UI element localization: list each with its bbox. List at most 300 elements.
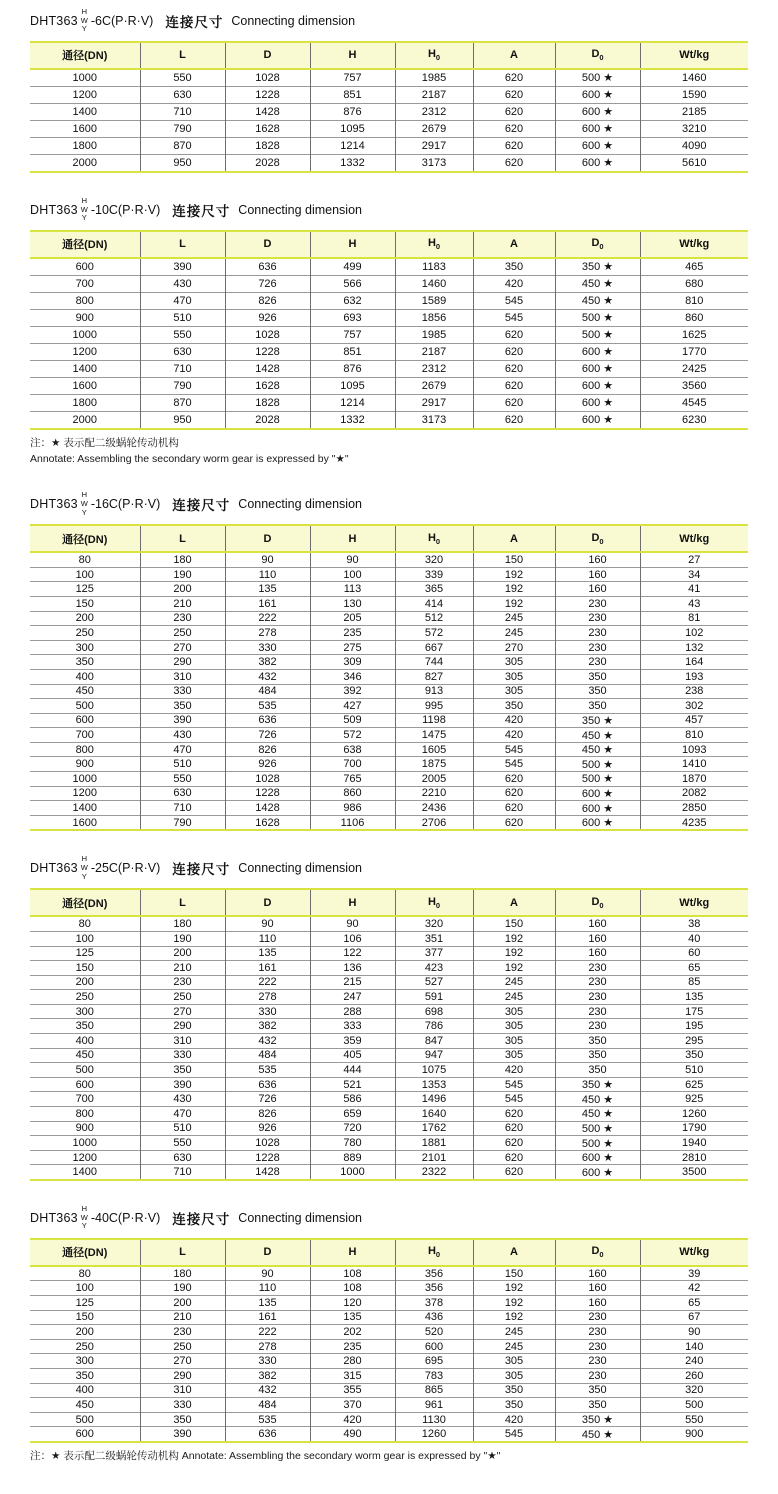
table-cell: 600 ★	[555, 137, 640, 154]
table-cell: 150	[30, 961, 140, 976]
table-cell: 130	[310, 596, 395, 611]
table-sections-container	[30, 8, 748, 1464]
table-row	[30, 1266, 748, 1281]
column-header: Wt/kg	[640, 42, 748, 69]
variant-letter-w: W	[80, 15, 88, 25]
column-header: D	[225, 42, 310, 69]
table-cell: 450 ★	[555, 275, 640, 292]
table-cell: 230	[140, 975, 225, 990]
section-title	[30, 8, 748, 34]
table-cell: 125	[30, 946, 140, 961]
table-cell: 500	[30, 1412, 140, 1427]
table-row	[30, 137, 748, 154]
table-cell: 726	[225, 275, 310, 292]
table-cell: 3173	[395, 154, 473, 172]
table-cell: 947	[395, 1048, 473, 1063]
table-cell: 260	[640, 1369, 748, 1384]
table-cell: 278	[225, 990, 310, 1005]
table-cell: 659	[310, 1107, 395, 1122]
table-cell: 2850	[640, 801, 748, 816]
column-header: H	[310, 889, 395, 916]
pressure-class: -6C(P·R·V)	[90, 13, 154, 28]
table-cell: 382	[225, 1369, 310, 1384]
table-row	[30, 713, 748, 728]
table-row	[30, 931, 748, 946]
table-cell: 150	[30, 1310, 140, 1325]
table-row	[30, 567, 748, 582]
dimension-table	[30, 888, 748, 1181]
table-row	[30, 961, 748, 976]
table-cell: 432	[225, 1034, 310, 1049]
table-cell: 200	[140, 946, 225, 961]
column-header: H	[310, 525, 395, 552]
table-cell: 39	[640, 1266, 748, 1281]
table-cell: 210	[140, 1310, 225, 1325]
table-row	[30, 742, 748, 757]
table-cell: 280	[310, 1354, 395, 1369]
table-cell: 192	[473, 567, 555, 582]
title-english: Connecting dimension	[231, 13, 356, 28]
table-cell: 600 ★	[555, 377, 640, 394]
table-cell: 160	[555, 931, 640, 946]
title-english: Connecting dimension	[238, 202, 362, 217]
header-row	[30, 231, 748, 258]
header-subscript: 0	[599, 900, 604, 910]
table-cell: 450	[30, 684, 140, 699]
table-cell: 190	[140, 1281, 225, 1296]
table-cell: 500 ★	[555, 772, 640, 787]
table-section	[30, 197, 748, 467]
table-cell: 900	[30, 309, 140, 326]
table-cell: 339	[395, 567, 473, 582]
table-cell: 278	[225, 626, 310, 641]
table-cell: 192	[473, 961, 555, 976]
table-row	[30, 596, 748, 611]
title-chinese: 连接尺寸	[172, 862, 231, 878]
table-cell: 222	[225, 611, 310, 626]
table-cell: 512	[395, 611, 473, 626]
table-cell: 710	[140, 360, 225, 377]
table-cell: 180	[140, 916, 225, 931]
table-cell: 350	[473, 258, 555, 276]
table-row	[30, 360, 748, 377]
table-cell: 192	[473, 1310, 555, 1325]
table-cell: 1475	[395, 728, 473, 743]
table-cell: 2810	[640, 1150, 748, 1165]
table-cell: 423	[395, 961, 473, 976]
table-cell: 350	[473, 1383, 555, 1398]
table-cell: 350 ★	[555, 713, 640, 728]
table-cell: 250	[140, 626, 225, 641]
table-cell: 630	[140, 1150, 225, 1165]
table-cell: 4545	[640, 394, 748, 411]
table-cell: 1400	[30, 103, 140, 120]
table-cell: 600 ★	[555, 343, 640, 360]
table-cell: 315	[310, 1369, 395, 1384]
table-cell: 290	[140, 1019, 225, 1034]
table-cell: 1628	[225, 120, 310, 137]
table-cell: 80	[78, 553, 91, 566]
table-row	[30, 1004, 748, 1019]
table-cell: 470	[140, 1107, 225, 1122]
table-row	[30, 1296, 748, 1311]
table-cell: 876	[310, 103, 395, 120]
table-cell: 620	[473, 154, 555, 172]
table-cell: 860	[640, 309, 748, 326]
table-cell: 230	[555, 640, 640, 655]
table-cell: 625	[640, 1077, 748, 1092]
table-cell: 160	[555, 916, 640, 931]
table-cell: 350	[30, 655, 140, 670]
table-cell: 230	[140, 1325, 225, 1340]
table-cell: 310	[140, 1034, 225, 1049]
table-cell: 270	[140, 640, 225, 655]
table-cell: 310	[140, 669, 225, 684]
table-cell: 550	[140, 69, 225, 87]
variant-letter-h: H	[81, 7, 87, 16]
table-cell: 986	[310, 801, 395, 816]
table-cell: 600	[30, 1427, 140, 1442]
table-cell: 350	[30, 1019, 140, 1034]
table-cell: 405	[310, 1048, 395, 1063]
table-cell: 202	[310, 1325, 395, 1340]
table-cell: 235	[310, 626, 395, 641]
table-cell: 484	[225, 1398, 310, 1413]
header-subscript: 0	[435, 242, 441, 252]
table-cell: 1770	[640, 343, 748, 360]
table-cell: 1800	[30, 137, 140, 154]
table-cell: 238	[640, 684, 748, 699]
table-cell: 245	[473, 975, 555, 990]
table-cell: 700	[310, 757, 395, 772]
pressure-class: -40C(P·R·V)	[90, 1210, 161, 1225]
table-cell: 545	[473, 1077, 555, 1092]
table-cell: 1600	[30, 377, 140, 394]
table-cell: 378	[395, 1296, 473, 1311]
table-cell: 136	[310, 961, 395, 976]
table-cell: 430	[140, 1092, 225, 1107]
table-cell: 600 ★	[555, 394, 640, 411]
table-cell: 620	[473, 1136, 555, 1151]
table-cell: 1410	[640, 757, 748, 772]
table-cell: 4090	[640, 137, 748, 154]
table-cell: 500 ★	[555, 326, 640, 343]
table-cell: 1260	[640, 1107, 748, 1122]
table-cell: 290	[140, 655, 225, 670]
table-note	[30, 435, 748, 468]
table-cell: 247	[310, 990, 395, 1005]
table-row	[30, 1092, 748, 1107]
table-cell: 1260	[395, 1427, 473, 1442]
table-cell: 420	[310, 1412, 395, 1427]
table-cell: 330	[225, 1004, 310, 1019]
table-cell: 230	[555, 1354, 640, 1369]
column-header: $H_0$	[395, 525, 473, 552]
table-row	[30, 786, 748, 801]
table-cell: 700	[30, 1092, 140, 1107]
table-cell: 865	[395, 1383, 473, 1398]
table-cell: 140	[640, 1339, 748, 1354]
table-cell: 120	[310, 1296, 395, 1311]
table-cell: 350	[555, 684, 640, 699]
title-chinese: 连接尺寸	[165, 14, 224, 30]
table-row	[30, 1369, 748, 1384]
table-cell: 305	[473, 1048, 555, 1063]
table-row	[30, 1427, 748, 1442]
table-cell: 1875	[395, 757, 473, 772]
table-cell: 620	[473, 360, 555, 377]
table-cell: 550	[140, 772, 225, 787]
table-cell: 400	[30, 1383, 140, 1398]
column-header: $H_0$	[395, 231, 473, 258]
table-row	[30, 757, 748, 772]
note-line: Annotate: Assembling the secondary worm gear is expressed by "★"	[30, 453, 349, 466]
section-title	[30, 855, 748, 881]
table-row	[30, 1281, 748, 1296]
table-cell: 995	[395, 699, 473, 714]
table-cell: 350	[30, 1369, 140, 1384]
table-cell: 161	[225, 961, 310, 976]
table-cell: 230	[555, 1310, 640, 1325]
table-cell: 160	[555, 582, 640, 597]
table-cell: 100	[30, 931, 140, 946]
table-cell: 1428	[225, 103, 310, 120]
table-cell: 230	[555, 961, 640, 976]
table-cell: 351	[395, 931, 473, 946]
table-cell: 400	[30, 669, 140, 684]
column-header: L	[140, 231, 225, 258]
section-title	[30, 197, 748, 223]
table-cell: 320	[640, 1383, 748, 1398]
table-cell: 710	[140, 801, 225, 816]
section-title	[30, 1205, 748, 1231]
table-cell: 200	[30, 1325, 140, 1340]
table-cell: 783	[395, 1369, 473, 1384]
column-header: A	[473, 231, 555, 258]
table-cell: 193	[640, 669, 748, 684]
table-cell: 600 ★	[555, 801, 640, 816]
pressure-class: -25C(P·R·V)	[90, 861, 161, 876]
table-cell: 1640	[395, 1107, 473, 1122]
table-cell: 2005	[395, 772, 473, 787]
table-row	[30, 343, 748, 360]
column-header: 通径(DN)	[30, 525, 140, 552]
table-row	[30, 655, 748, 670]
table-cell: 392	[310, 684, 395, 699]
table-cell: 2210	[395, 786, 473, 801]
header-subscript: 0	[599, 242, 604, 252]
table-cell: 620	[473, 377, 555, 394]
table-cell: 245	[473, 1339, 555, 1354]
title-english: Connecting dimension	[238, 497, 362, 512]
table-cell: 2322	[395, 1165, 473, 1180]
column-header: 通径(DN)	[30, 42, 140, 69]
table-cell: 1332	[310, 154, 395, 172]
table-cell: 726	[225, 728, 310, 743]
table-cell: 110	[225, 567, 310, 582]
model-variant-stack	[81, 1205, 88, 1231]
table-cell: 1028	[225, 69, 310, 87]
table-cell: 3173	[395, 411, 473, 429]
table-cell: 510	[640, 1063, 748, 1078]
table-cell: 350	[140, 699, 225, 714]
table-row	[30, 772, 748, 787]
table-cell: 6230	[640, 411, 748, 429]
table-cell: 1762	[395, 1121, 473, 1136]
table-cell: 1870	[640, 772, 748, 787]
table-cell: 230	[555, 611, 640, 626]
table-cell: 572	[395, 626, 473, 641]
table-cell: 135	[310, 1310, 395, 1325]
table-cell: 1600	[30, 120, 140, 137]
table-row	[30, 699, 748, 714]
table-cell: 1400	[30, 801, 140, 816]
model-code: DHT363	[30, 861, 78, 876]
column-header: L	[140, 42, 225, 69]
table-cell: 720	[310, 1121, 395, 1136]
table-cell: 847	[395, 1034, 473, 1049]
table-cell: 484	[225, 684, 310, 699]
table-cell: 106	[310, 931, 395, 946]
table-row	[30, 1310, 748, 1325]
table-cell: 150	[473, 552, 555, 567]
table-cell: 1130	[395, 1412, 473, 1427]
table-cell: 230	[555, 1004, 640, 1019]
table-cell: 432	[225, 669, 310, 684]
table-cell: 450 ★	[555, 728, 640, 743]
table-row	[30, 103, 748, 120]
table-cell: 510	[140, 309, 225, 326]
table-row	[30, 326, 748, 343]
table-cell: 450 ★	[555, 1427, 640, 1442]
table-cell: 851	[310, 86, 395, 103]
table-cell: 290	[140, 1369, 225, 1384]
table-cell: 420	[473, 713, 555, 728]
table-cell: 620	[473, 86, 555, 103]
table-row	[30, 69, 748, 87]
table-cell: 2028	[225, 154, 310, 172]
table-cell: 350	[555, 669, 640, 684]
table-cell: 350	[555, 699, 640, 714]
table-cell: 1093	[640, 742, 748, 757]
table-cell: 900	[640, 1427, 748, 1442]
table-section	[30, 8, 748, 173]
table-cell: 600 ★	[555, 1150, 640, 1165]
table-cell: 1228	[225, 343, 310, 360]
table-cell: 1198	[395, 713, 473, 728]
table-cell: 161	[225, 1310, 310, 1325]
table-cell: 150	[473, 1266, 555, 1281]
table-cell: 620	[473, 1150, 555, 1165]
table-cell: 222	[225, 975, 310, 990]
table-cell: 300	[30, 640, 140, 655]
table-cell: 500 ★	[555, 69, 640, 87]
table-cell: 900	[30, 757, 140, 772]
table-cell: 600 ★	[555, 120, 640, 137]
table-cell: 350	[640, 1048, 748, 1063]
table-cell: 38	[640, 916, 748, 931]
table-cell: 278	[225, 1339, 310, 1354]
table-row	[30, 975, 748, 990]
table-cell: 432	[225, 1383, 310, 1398]
table-cell: 620	[473, 326, 555, 343]
table-cell: 150	[473, 916, 555, 931]
table-cell: 600	[30, 1077, 140, 1092]
table-cell: 305	[473, 1034, 555, 1049]
table-cell: 1605	[395, 742, 473, 757]
table-row	[30, 1019, 748, 1034]
table-cell: 695	[395, 1354, 473, 1369]
table-cell: 200	[30, 975, 140, 990]
table-cell: 250	[30, 1339, 140, 1354]
table-cell: 200	[140, 1296, 225, 1311]
table-cell: 1106	[310, 815, 395, 830]
table-cell: 42	[640, 1281, 748, 1296]
variant-letter-y: Y	[81, 871, 87, 881]
column-header: $D_0$	[555, 231, 640, 258]
table-cell: 414	[395, 596, 473, 611]
variant-letter-h: H	[81, 195, 87, 205]
table-row	[30, 626, 748, 641]
table-cell: 305	[473, 669, 555, 684]
table-cell: 27	[640, 552, 748, 567]
column-header: Wt/kg	[640, 525, 748, 552]
table-cell: 305	[473, 1004, 555, 1019]
table-cell: 680	[640, 275, 748, 292]
table-cell: 450 ★	[555, 1092, 640, 1107]
table-cell: 790	[140, 120, 225, 137]
table-cell: 620	[473, 801, 555, 816]
table-cell: 80	[78, 918, 91, 931]
table-cell: 230	[555, 1369, 640, 1384]
table-cell: 160	[555, 552, 640, 567]
table-cell: 190	[140, 931, 225, 946]
table-cell: 1000	[72, 71, 97, 84]
table-cell: 1828	[225, 137, 310, 154]
model-variant-stack	[81, 491, 88, 517]
column-header: 通径(DN)	[30, 231, 140, 258]
table-cell: 1000	[30, 1136, 140, 1151]
pressure-class: -10C(P·R·V)	[90, 202, 161, 217]
table-cell: 222	[225, 1325, 310, 1340]
table-cell: 450 ★	[555, 742, 640, 757]
table-row	[30, 916, 748, 931]
table-cell: 1200	[30, 1150, 140, 1165]
table-cell: 420	[473, 1412, 555, 1427]
table-row	[30, 411, 748, 429]
table-cell: 600 ★	[555, 86, 640, 103]
table-cell: 250	[140, 1339, 225, 1354]
table-row	[30, 1077, 748, 1092]
table-cell: 90	[225, 916, 310, 931]
table-cell: 510	[140, 1121, 225, 1136]
table-cell: 1828	[225, 394, 310, 411]
table-cell: 288	[310, 1004, 395, 1019]
column-header: H	[310, 231, 395, 258]
table-cell: 620	[473, 815, 555, 830]
table-cell: 484	[225, 1048, 310, 1063]
table-cell: 164	[640, 655, 748, 670]
table-cell: 320	[395, 552, 473, 567]
table-cell: 245	[473, 626, 555, 641]
table-cell: 135	[225, 1296, 310, 1311]
table-cell: 270	[140, 1004, 225, 1019]
table-cell: 1496	[395, 1092, 473, 1107]
variant-letter-h: H	[81, 490, 87, 500]
table-cell: 346	[310, 669, 395, 684]
table-cell: 1800	[30, 394, 140, 411]
table-cell: 726	[225, 1092, 310, 1107]
